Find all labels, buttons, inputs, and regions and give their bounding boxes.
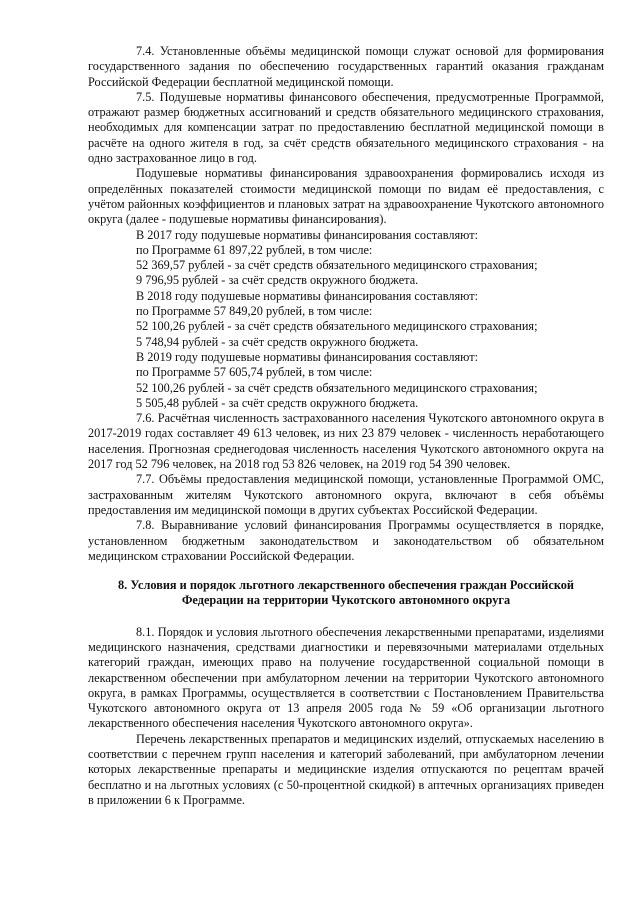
paragraph-7-8: 7.8. Выравнивание условий финансирования Программы осуществляется в порядке, установленном бюджетным законодательством и законодательством об обязательном медицинском страховании Российской Федерации. (88, 518, 604, 563)
norm-line-2018-budget: 5 748,94 рублей - за счёт средств окружного бюджета. (136, 334, 419, 349)
section-8-heading (88, 578, 604, 609)
section-8-heading-line1: 8. Условия и порядок льготного лекарственного обеспечения граждан Российской (118, 578, 574, 593)
paragraph-drug-list: Перечень лекарственных препаратов и медицинских изделий, отпускаемых населению в соответствии с перечнем групп населения и категорий заболеваний, при амбулаторном лечении которых лекарственные препараты и медицинские изделия отпускаются по рецептам врачей бесплатно и на льготных условиях (с 50-процентной скидкой) в аптечных организациях приведен в приложении 6 к Программе. (88, 731, 604, 807)
paragraph-7-6: 7.6. Расчётная численность застрахованного населения Чукотского автономного округа в 2017-2019 годах составляет 49 613 человек, из них 23 879 человек - численность неработающего населения. Прогнозная среднегодовая численность населения Чукотского автономного округа на 2017 год 52 796 человек, на 2018 год 53 826 человек, на 2019 год 54 390 человек. (88, 411, 604, 472)
norm-line-2017-oms: 52 369,57 рублей - за счёт средств обязательного медицинского страхования; (136, 258, 538, 273)
paragraph-per-capita-norms: Подушевые нормативы финансирования здравоохранения формировались исходя из определённых показателей стоимости медицинской помощи по видам её предоставления, с учётом районных коэффициентов и плановых затрат на здравоохранение Чукотского автономного округа (далее - подушевые нормативы финансирования). (88, 166, 604, 227)
norm-line-2019-budget: 5 505,48 рублей - за счёт средств окружного бюджета. (136, 395, 419, 410)
norm-line-2017-header: В 2017 году подушевые нормативы финансирования составляют: (136, 227, 478, 242)
document-body (88, 44, 604, 808)
paragraph-7-7: 7.7. Объёмы предоставления медицинской помощи, установленные Программой ОМС, застрахованным жителям Чукотского автономного округа, включают в себя объёмы предоставления им медицинской помощи в других субъектах Российской Федерации. (88, 472, 604, 517)
section-8-heading-line2: Федерации на территории Чукотского автономного округа (181, 593, 511, 608)
norm-line-2018-oms: 52 100,26 рублей - за счёт средств обязательного медицинского страхования; (136, 319, 538, 334)
norm-line-2019-total: по Программе 57 605,74 рублей, в том числе: (136, 365, 373, 380)
norm-line-2017-budget: 9 796,95 рублей - за счёт средств окружного бюджета. (136, 273, 419, 288)
norm-line-2019-header: В 2019 году подушевые нормативы финансирования составляют: (136, 349, 478, 364)
norm-line-2018-header: В 2018 году подушевые нормативы финансирования составляют: (136, 288, 478, 303)
norm-line-2018-total: по Программе 57 849,20 рублей, в том числе: (136, 304, 373, 319)
paragraph-8-1: 8.1. Порядок и условия льготного обеспечения лекарственными препаратами, изделиями медицинского назначения, средствами диагностики и перевязочными материалами отдельных категорий граждан, имеющих право на получение государственной социальной помощи в лекарственном обеспечении при амбулаторном лечении на территории Чукотского автономного округа, в рамках Программы, осуществляется в соответствии с Постановлением Правительства Чукотского автономного округа от 13 апреля 2005 года № 59 «Об организации льготного лекарственного обеспечения населения Чукотского автономного округа». (88, 624, 604, 731)
paragraph-7-5: 7.5. Подушевые нормативы финансового обеспечения, предусмотренные Программой, отражают размер бюджетных ассигнований и средств обязательного медицинского страхования, необходимых для компенсации затрат по предоставлению бесплатной медицинской помощи в расчёте на одного жителя в год, за счёт средств обязательного медицинского страхования - на одно застрахованное лицо в год. (88, 89, 604, 166)
norm-line-2019-oms: 52 100,26 рублей - за счёт средств обязательного медицинского страхования; (136, 380, 538, 395)
paragraph-7-4: 7.4. Установленные объёмы медицинской помощи служат основой для формирования государственного задания по обеспечению государственных гарантий оказания гражданам Российской Федерации бесплатной медицинской помощи. (88, 44, 604, 89)
norm-line-2017-total: по Программе 61 897,22 рублей, в том числе: (136, 242, 373, 257)
